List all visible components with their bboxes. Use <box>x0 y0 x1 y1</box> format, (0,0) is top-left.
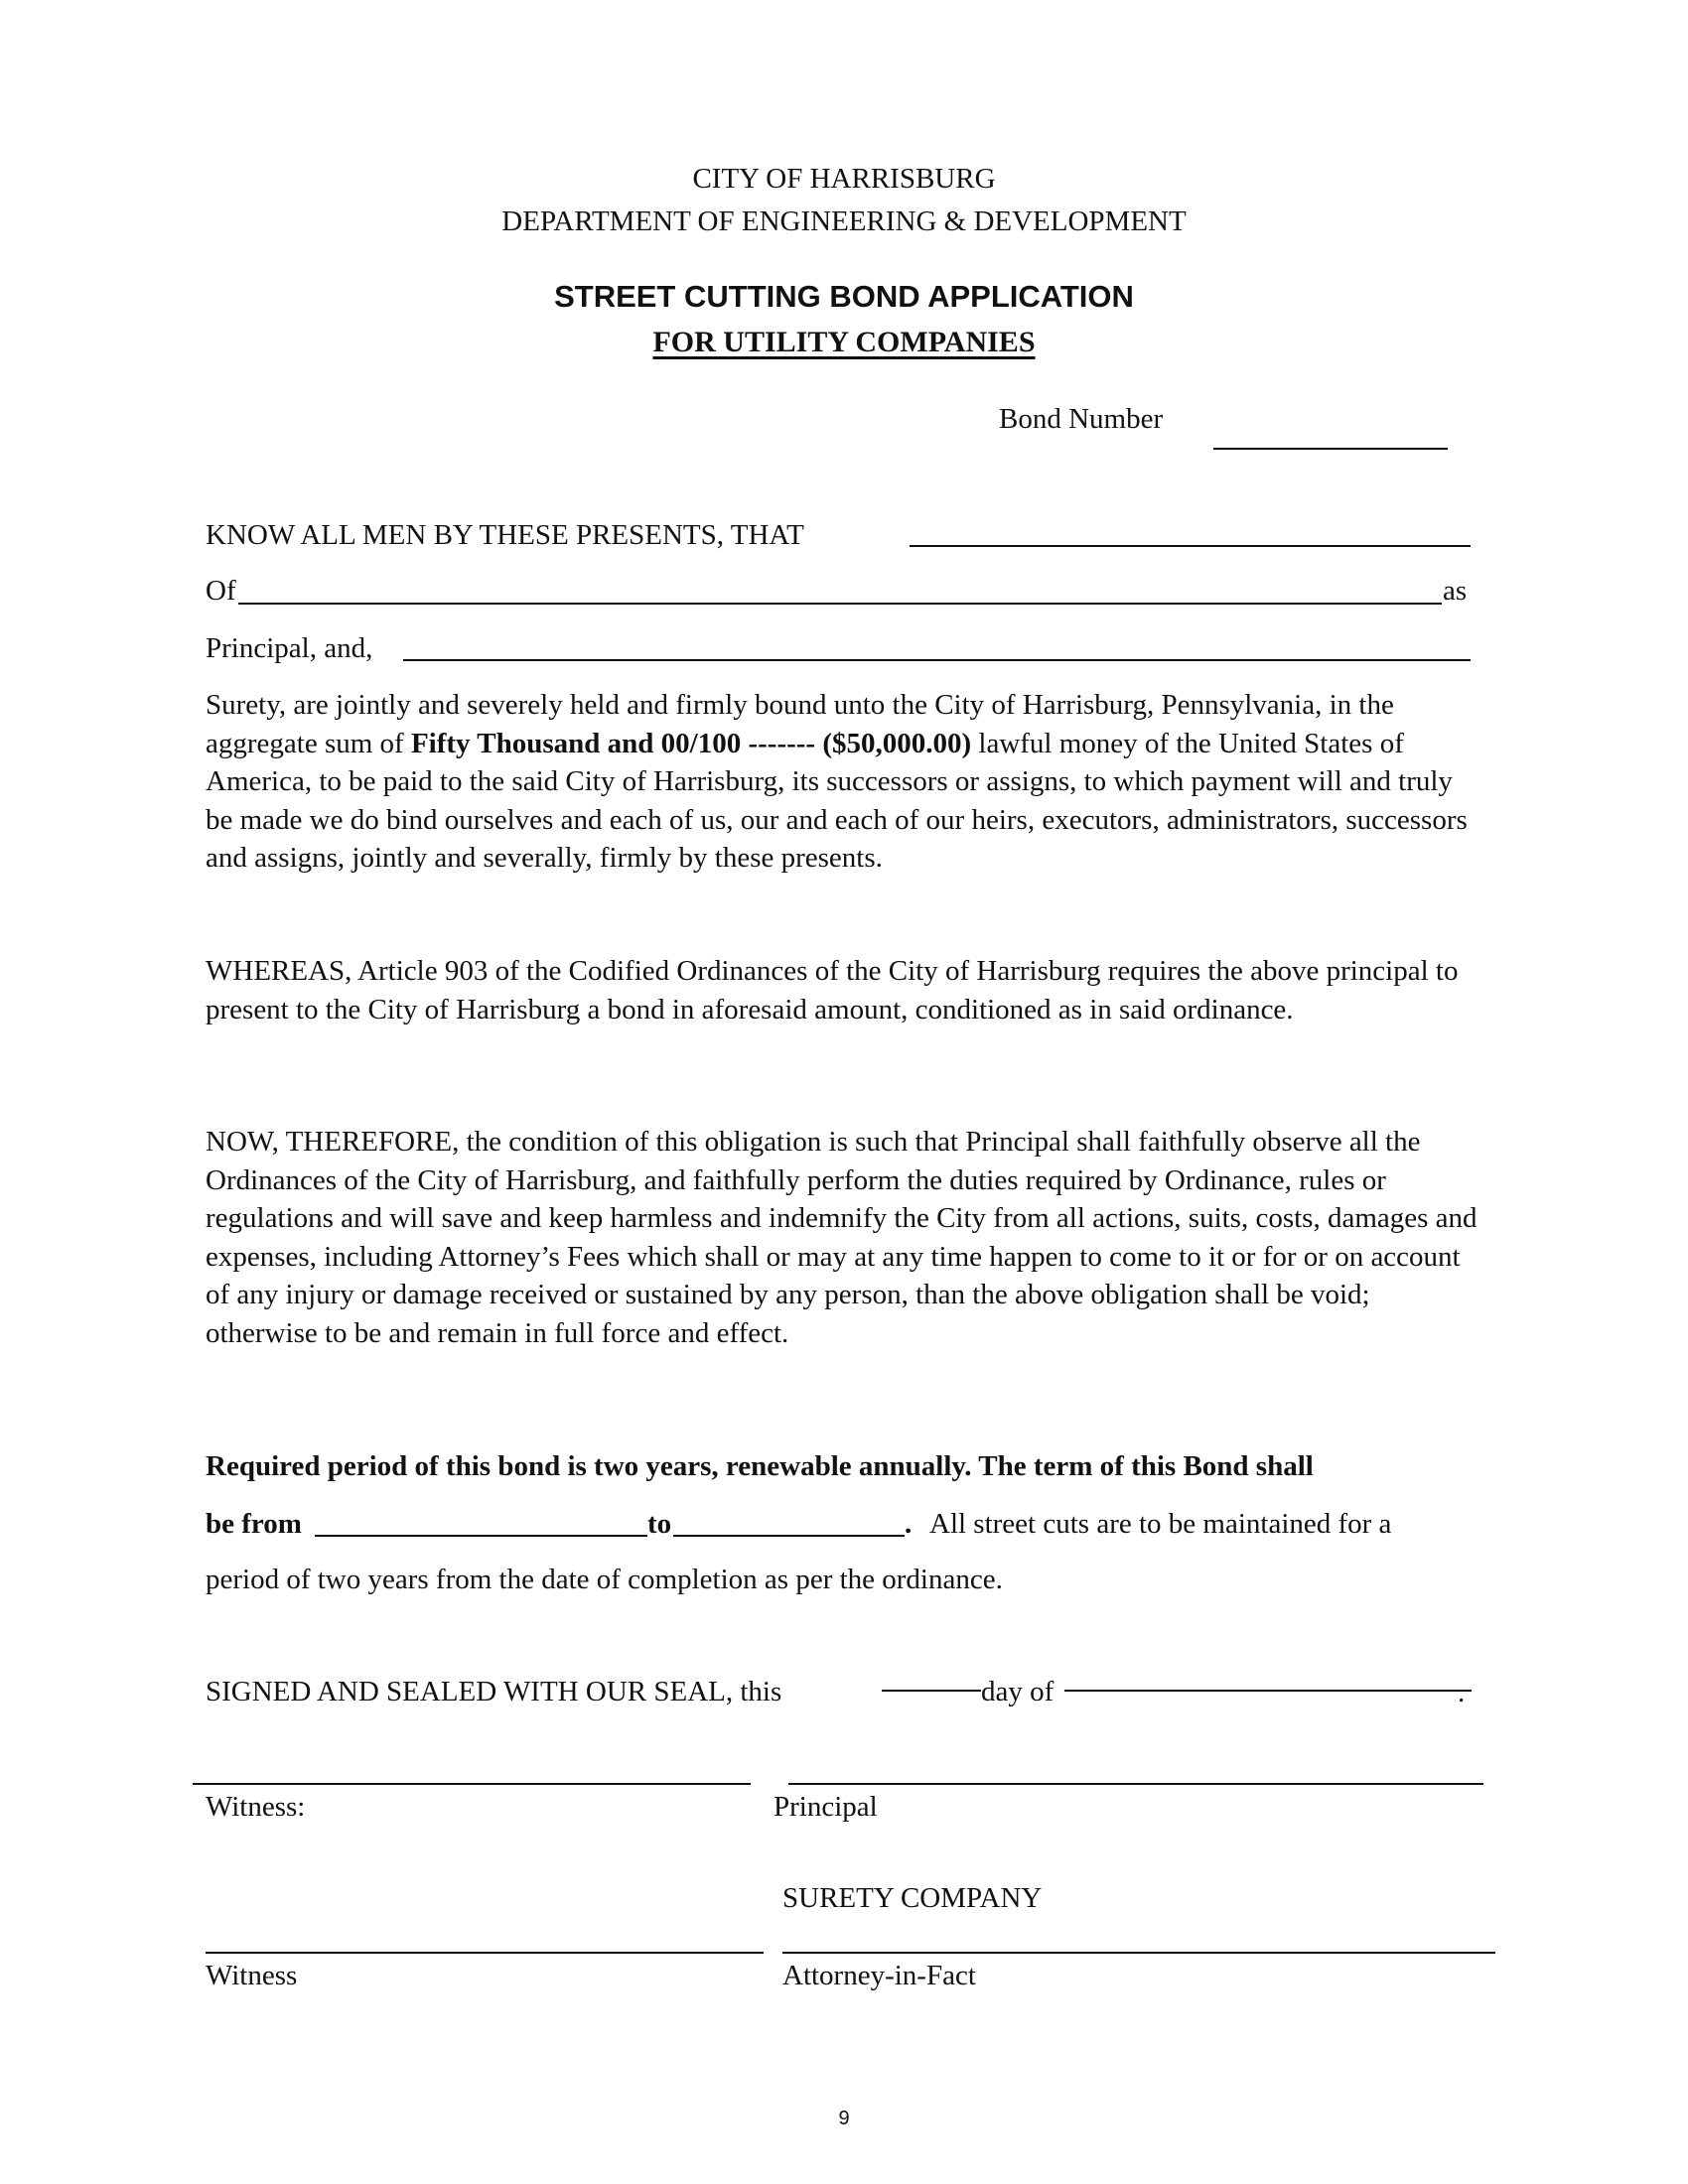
witness-1-label: Witness: <box>206 1791 306 1823</box>
month-year-field[interactable] <box>1064 1690 1472 1692</box>
bond-number-field[interactable] <box>1213 448 1448 450</box>
form-title: STREET CUTTING BOND APPLICATION <box>554 279 1134 314</box>
term-end-field[interactable] <box>673 1535 905 1537</box>
surety-company-label: SURETY COMPANY <box>782 1882 1043 1914</box>
principal-signature-line[interactable] <box>788 1783 1483 1785</box>
obligor-name-field[interactable] <box>910 545 1471 547</box>
required-period-text: Required period of this bond is two years, renewable annually. The term of this Bond shall <box>206 1450 1314 1482</box>
term-start-field[interactable] <box>315 1535 647 1537</box>
principal-and-label: Principal, and, <box>206 632 373 664</box>
as-label: as <box>1443 575 1468 607</box>
day-of-label: day of <box>981 1676 1055 1707</box>
department-heading: DEPARTMENT OF ENGINEERING & DEVELOPMENT <box>501 205 1187 237</box>
know-all-men-label: KNOW ALL MEN BY THESE PRESENTS, THAT <box>206 519 804 551</box>
principal-label: Principal <box>774 1791 878 1823</box>
attorney-in-fact-label: Attorney-in-Fact <box>782 1960 976 1991</box>
city-heading: CITY OF HARRISBURG <box>692 163 996 195</box>
be-from-label: be from <box>206 1508 302 1540</box>
witness-1-signature-line[interactable] <box>193 1783 751 1785</box>
witness-2-label: Witness <box>206 1960 298 1991</box>
surety-name-field[interactable] <box>403 659 1471 661</box>
term-period-dot: . <box>905 1508 913 1540</box>
obligor-address-field[interactable] <box>238 603 1442 605</box>
street-cuts-text-2: period of two years from the date of completion as per the ordinance. <box>206 1564 1003 1595</box>
of-label: Of <box>206 575 236 607</box>
obligation-paragraph <box>206 686 1486 878</box>
signed-end-dot: . <box>1458 1677 1466 1708</box>
bond-number-label: Bond Number <box>999 403 1164 435</box>
witness-2-signature-line[interactable] <box>206 1952 764 1954</box>
bond-amount: Fifty Thousand and 00/100 ------- ($50,000.00) <box>410 727 972 759</box>
form-subtitle: FOR UTILITY COMPANIES <box>652 326 1036 358</box>
street-cuts-text-1: All street cuts are to be maintained for a <box>929 1508 1392 1540</box>
now-therefore-paragraph: NOW, THEREFORE, the condition of this obligation is such that Principal shall faithfully observe all the Ordinances of the City of Harrisburg, and faithfully perform the duties required by Ordinance, rules or regulations and will save and keep harmless and indemnify the City from all actions, suits, costs, damages and expenses, including Attorney’s Fees which shall or may at any time happen to come to it or for or on account of any injury or damage received or sustained by any person, than the above obligation shall be void; otherwise to be and remain in full force and effect. <box>206 1126 1477 1349</box>
signed-sealed-label: SIGNED AND SEALED WITH OUR SEAL, this <box>206 1676 782 1707</box>
whereas-paragraph: WHEREAS, Article 903 of the Codified Ordinances of the City of Harrisburg requires the above principal to present to the City of Harrisburg a bond in aforesaid amount, conditioned as in said ordinance. <box>206 955 1459 1025</box>
attorney-signature-line[interactable] <box>782 1952 1495 1954</box>
day-field[interactable] <box>882 1690 981 1692</box>
obligation-text-1: Surety, are jointly and severely held and firmly bound unto the City of Harrisburg, Pennsylvania, in the aggregate sum of <box>206 689 1394 759</box>
page-number: 9 <box>838 2108 850 2129</box>
obligation-text-2: lawful money of the United States of America, to be paid to the said City of Harrisburg, its successors or assigns, to which payment will and truly be made we do bind ourselves and each of us, our and each of our heirs, executors, administrators, successors and assigns, jointly and severally, firmly by these presents. <box>206 727 1468 874</box>
to-label: to <box>647 1508 672 1540</box>
